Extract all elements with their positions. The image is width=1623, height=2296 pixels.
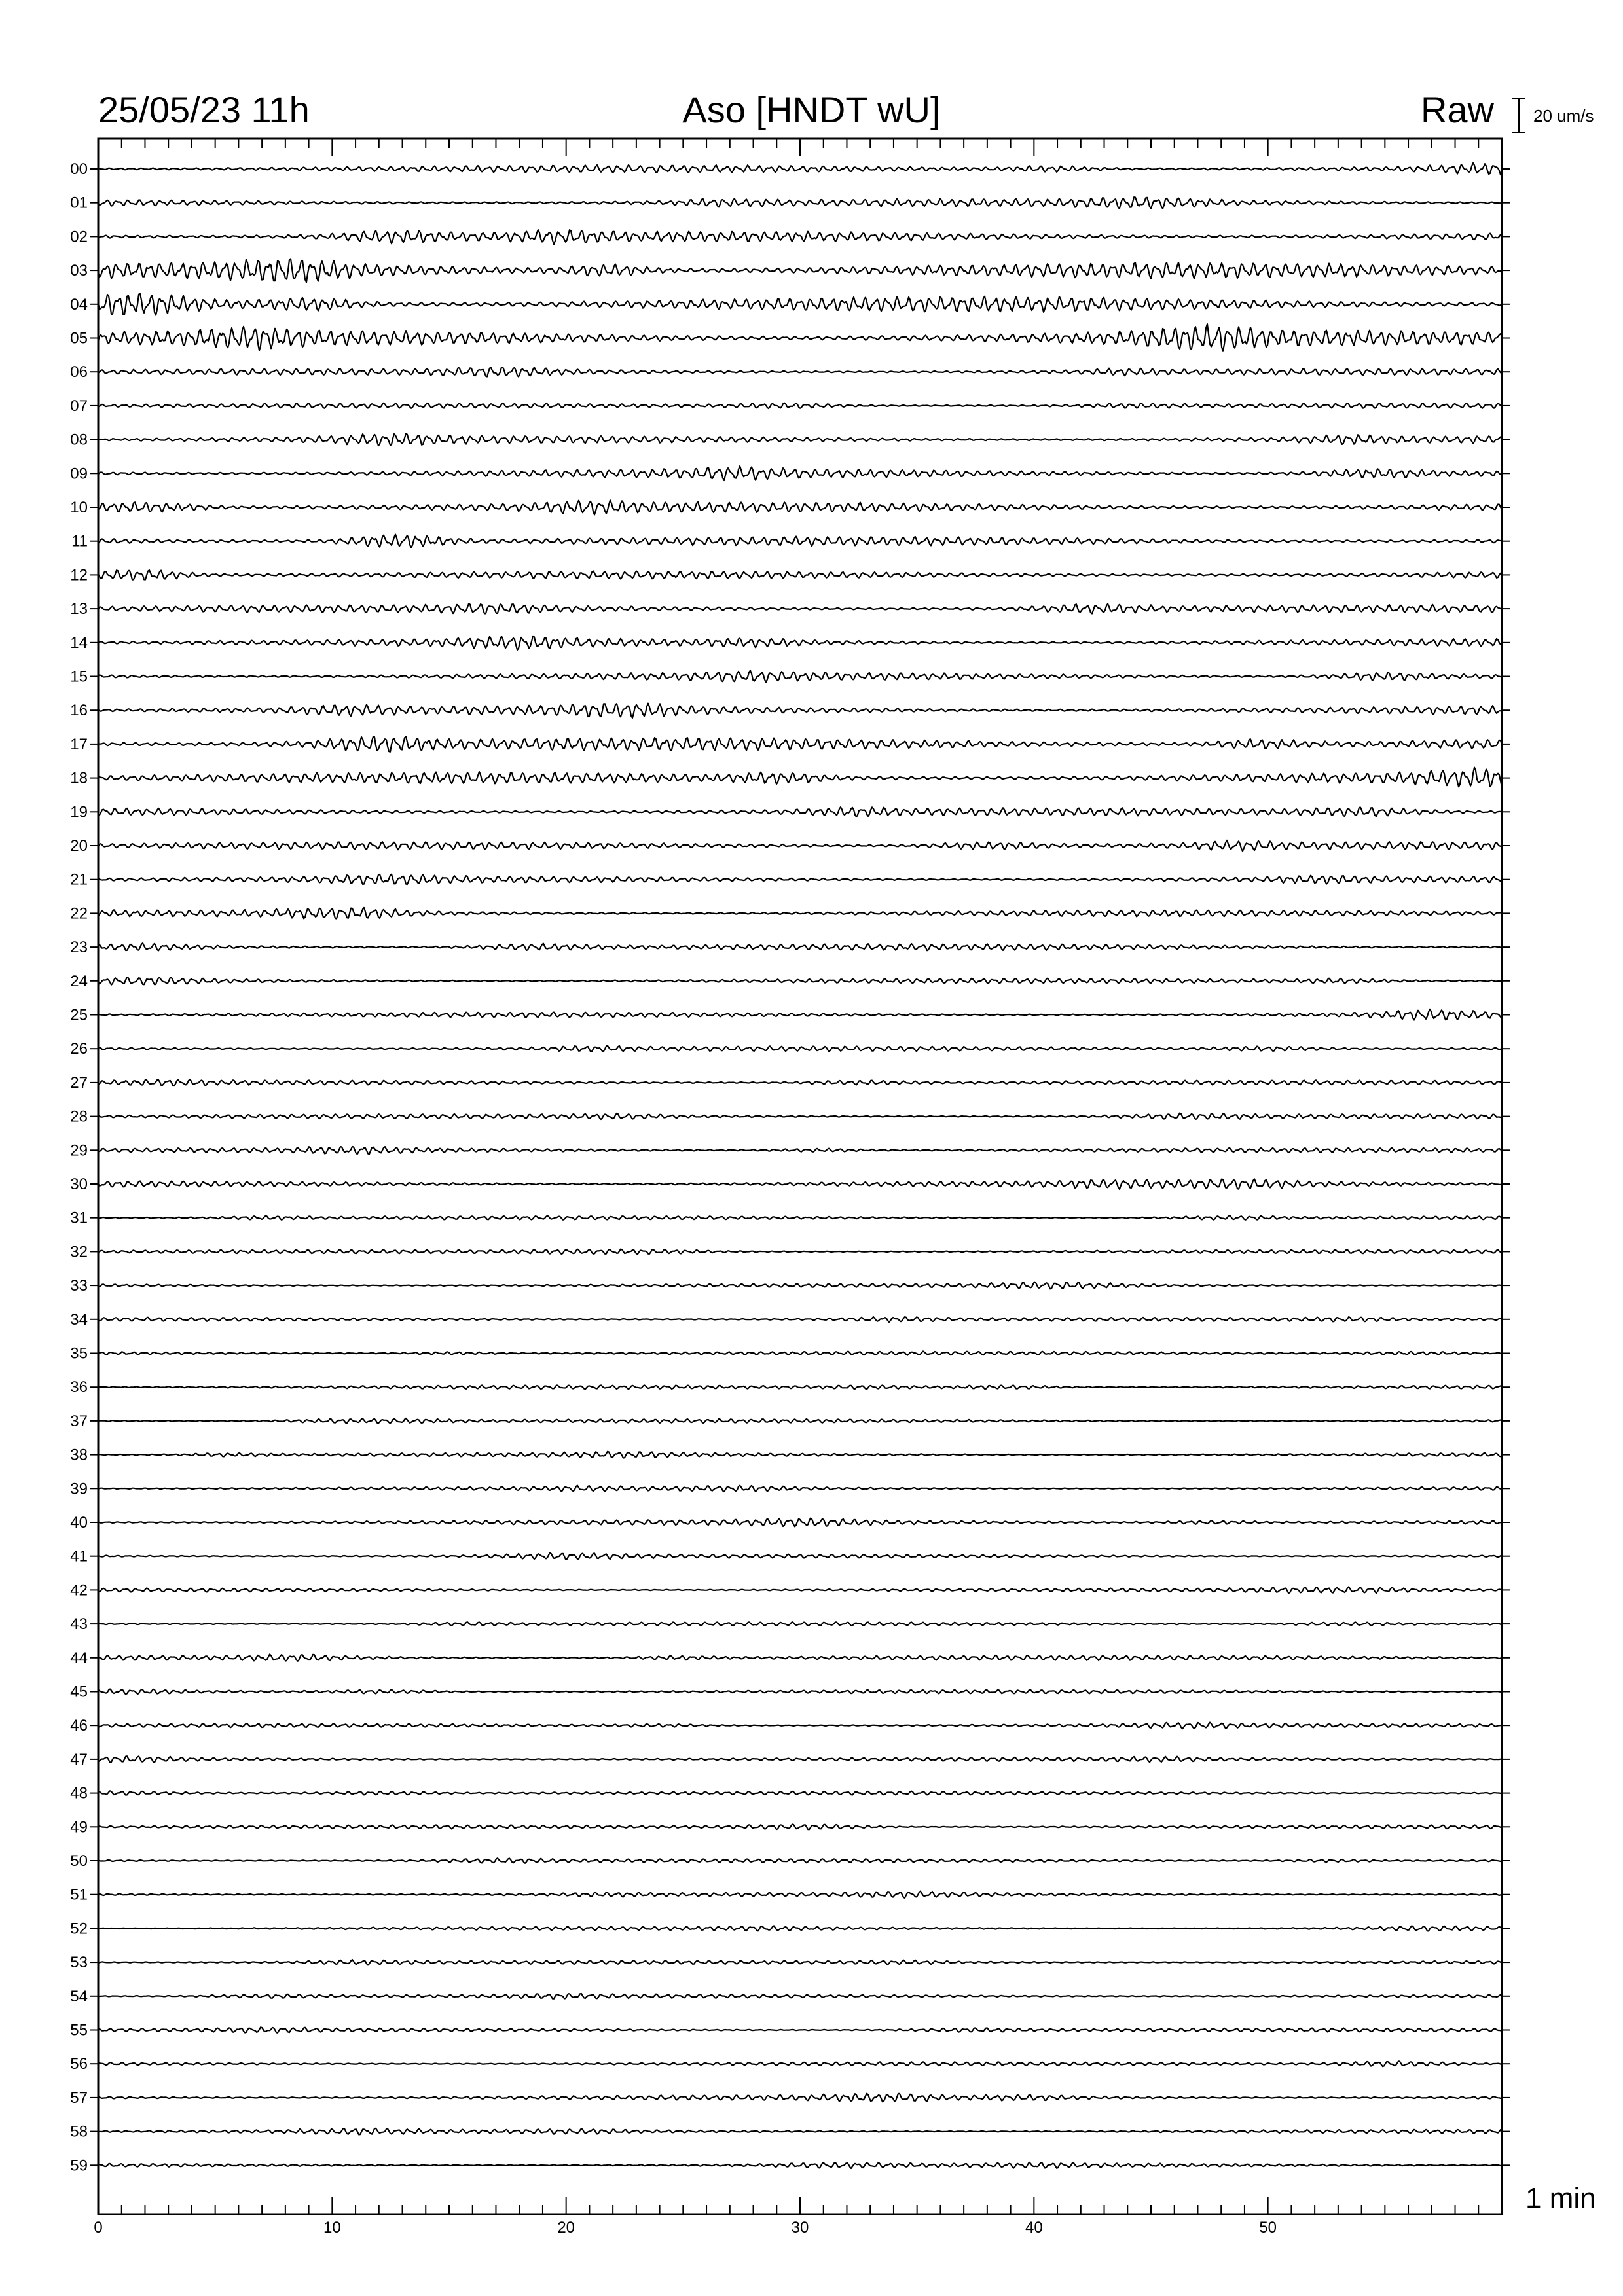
row-label-51: 51: [70, 1886, 88, 1904]
station-title: Aso [HNDT wU]: [682, 89, 941, 130]
trace-row-08: [98, 433, 1502, 446]
trace-row-09: [98, 466, 1502, 480]
row-label-24: 24: [70, 972, 88, 990]
row-label-36: 36: [70, 1378, 88, 1397]
trace-row-22: [98, 908, 1502, 919]
row-label-16: 16: [70, 702, 88, 720]
trace-row-26: [98, 1046, 1502, 1052]
row-label-22: 22: [70, 905, 88, 923]
trace-row-37: [98, 1418, 1502, 1424]
row-label-53: 53: [70, 1954, 88, 1972]
trace-row-49: [98, 1824, 1502, 1829]
trace-row-20: [98, 840, 1502, 851]
trace-row-43: [98, 1622, 1502, 1626]
row-label-03: 03: [70, 262, 88, 280]
trace-row-50: [98, 1858, 1502, 1863]
row-label-57: 57: [70, 2089, 88, 2107]
row-label-17: 17: [70, 735, 88, 753]
row-label-50: 50: [70, 1852, 88, 1870]
row-label-49: 49: [70, 1818, 88, 1837]
row-label-10: 10: [70, 499, 88, 516]
row-label-45: 45: [70, 1683, 88, 1701]
row-label-18: 18: [70, 769, 88, 787]
plot-frame: [98, 139, 1502, 2214]
trace-row-58: [98, 2128, 1502, 2135]
trace-row-14: [98, 636, 1502, 650]
row-label-14: 14: [70, 634, 88, 652]
trace-row-44: [98, 1654, 1502, 1660]
amplitude-scale-bar: [1512, 98, 1525, 132]
row-label-46: 46: [70, 1717, 88, 1735]
row-label-48: 48: [70, 1784, 88, 1803]
row-label-30: 30: [70, 1175, 88, 1193]
row-label-15: 15: [70, 668, 88, 686]
row-label-20: 20: [70, 837, 88, 855]
trace-row-45: [98, 1689, 1502, 1695]
trace-row-04: [98, 294, 1502, 315]
trace-row-05: [98, 324, 1502, 351]
row-label-05: 05: [70, 329, 88, 348]
row-label-41: 41: [70, 1547, 88, 1566]
row-label-35: 35: [70, 1344, 88, 1363]
trace-row-47: [98, 1756, 1502, 1762]
trace-row-01: [98, 197, 1502, 209]
trace-row-02: [98, 230, 1502, 244]
trace-row-40: [98, 1518, 1502, 1527]
row-label-07: 07: [70, 397, 88, 415]
trace-row-32: [98, 1249, 1502, 1255]
row-label-33: 33: [70, 1277, 88, 1295]
trace-row-31: [98, 1215, 1502, 1220]
row-label-43: 43: [70, 1615, 88, 1634]
row-label-52: 52: [70, 1920, 88, 1938]
trace-row-41: [98, 1553, 1502, 1560]
trace-row-57: [98, 2094, 1502, 2102]
row-label-44: 44: [70, 1649, 88, 1667]
trace-row-24: [98, 977, 1502, 985]
trace-row-16: [98, 704, 1502, 718]
trace-row-42: [98, 1587, 1502, 1593]
trace-row-46: [98, 1723, 1502, 1729]
trace-row-48: [98, 1791, 1502, 1795]
time-unit-label: 1 min: [1525, 2182, 1596, 2214]
row-label-39: 39: [70, 1480, 88, 1498]
trace-row-51: [98, 1892, 1502, 1898]
row-label-29: 29: [70, 1141, 88, 1160]
trace-row-15: [98, 671, 1502, 683]
recording-date-hour: 25/05/23 11h: [98, 89, 310, 130]
row-label-55: 55: [70, 2021, 88, 2039]
row-label-40: 40: [70, 1514, 88, 1532]
trace-row-55: [98, 2027, 1502, 2032]
row-label-13: 13: [70, 600, 88, 619]
trace-row-30: [98, 1179, 1502, 1189]
trace-row-56: [98, 2061, 1502, 2066]
row-label-38: 38: [70, 1446, 88, 1464]
trace-row-10: [98, 500, 1502, 514]
trace-row-00: [98, 163, 1502, 175]
trace-group: [90, 163, 1510, 2168]
row-label-47: 47: [70, 1750, 88, 1768]
row-label-00: 00: [70, 160, 88, 178]
row-label-11: 11: [71, 532, 88, 550]
row-label-27: 27: [70, 1073, 88, 1092]
row-label-25: 25: [70, 1006, 88, 1024]
trace-row-12: [98, 570, 1502, 580]
data-mode-label: Raw: [1420, 89, 1494, 130]
trace-row-54: [98, 1994, 1502, 1999]
row-label-54: 54: [70, 1987, 88, 2005]
row-label-04: 04: [70, 295, 88, 314]
trace-row-29: [98, 1147, 1502, 1154]
trace-row-38: [98, 1452, 1502, 1458]
row-label-06: 06: [70, 363, 88, 382]
trace-row-28: [98, 1113, 1502, 1120]
x-tick-label-40: 40: [1025, 2219, 1043, 2236]
trace-row-18: [98, 768, 1502, 788]
trace-row-17: [98, 737, 1502, 752]
row-label-34: 34: [70, 1310, 88, 1329]
x-axis-ticks: [94, 139, 1502, 2236]
row-label-01: 01: [70, 194, 88, 212]
x-tick-label-10: 10: [323, 2219, 341, 2236]
row-labels: [70, 160, 88, 2174]
x-tick-label-0: 0: [94, 2219, 103, 2236]
row-label-19: 19: [70, 803, 88, 821]
row-label-31: 31: [70, 1209, 88, 1227]
row-label-32: 32: [70, 1243, 88, 1261]
row-label-02: 02: [70, 228, 88, 246]
row-label-09: 09: [70, 465, 88, 483]
trace-row-13: [98, 603, 1502, 613]
row-label-59: 59: [70, 2157, 88, 2175]
trace-row-11: [98, 535, 1502, 548]
row-label-56: 56: [70, 2055, 88, 2073]
trace-row-52: [98, 1926, 1502, 1931]
row-label-37: 37: [70, 1412, 88, 1430]
trace-row-19: [98, 807, 1502, 817]
trace-row-35: [98, 1351, 1502, 1355]
row-label-08: 08: [70, 431, 88, 449]
trace-row-25: [98, 1009, 1502, 1020]
trace-row-23: [98, 943, 1502, 951]
trace-row-53: [98, 1960, 1502, 1965]
trace-row-34: [98, 1317, 1502, 1322]
row-label-21: 21: [70, 870, 88, 889]
row-label-23: 23: [70, 939, 88, 957]
trace-row-33: [98, 1282, 1502, 1289]
x-tick-label-20: 20: [557, 2219, 575, 2236]
row-label-26: 26: [70, 1040, 88, 1058]
row-label-42: 42: [70, 1581, 88, 1600]
trace-row-59: [98, 2162, 1502, 2168]
row-label-58: 58: [70, 2123, 88, 2141]
amplitude-scale-label: 20 um/s: [1533, 106, 1594, 126]
row-label-28: 28: [70, 1107, 88, 1126]
row-label-12: 12: [70, 566, 88, 584]
trace-row-27: [98, 1079, 1502, 1086]
trace-row-21: [98, 874, 1502, 884]
trace-row-39: [98, 1486, 1502, 1492]
trace-row-06: [98, 367, 1502, 377]
trace-row-07: [98, 403, 1502, 409]
trace-row-36: [98, 1385, 1502, 1389]
trace-row-03: [98, 259, 1502, 282]
x-tick-label-50: 50: [1259, 2219, 1277, 2236]
x-tick-label-30: 30: [791, 2219, 809, 2236]
